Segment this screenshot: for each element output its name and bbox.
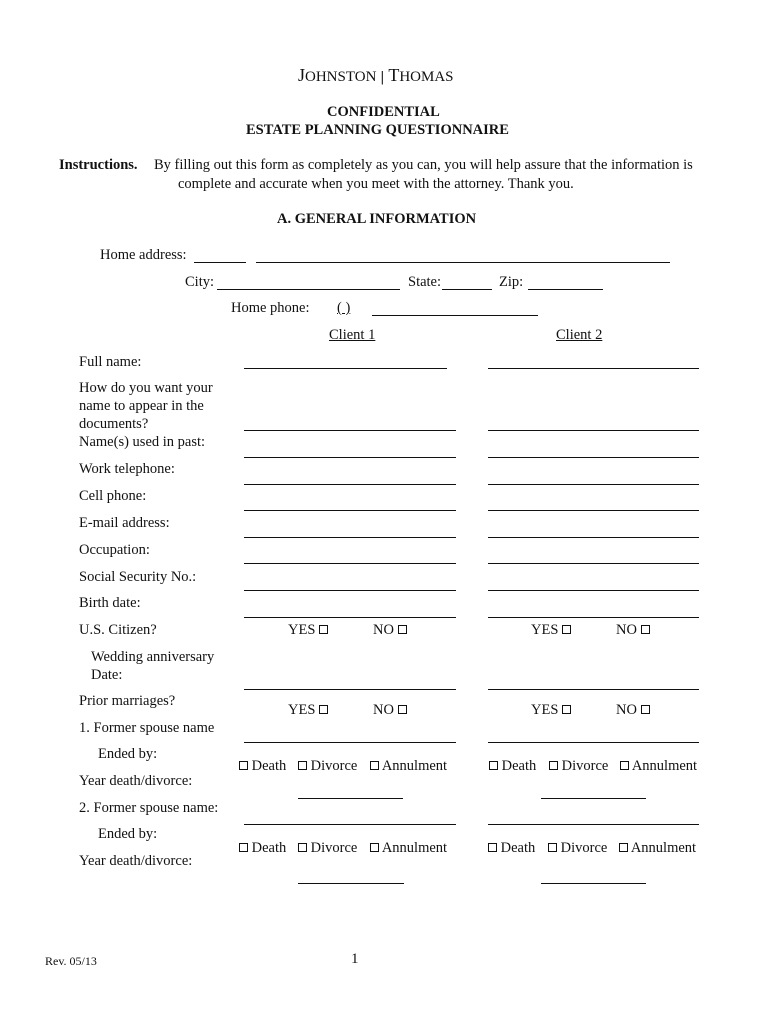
client1-wedding-field[interactable] — [244, 689, 456, 690]
no-label: NO — [616, 622, 637, 638]
client2-names-past-field[interactable] — [488, 457, 699, 458]
checkbox-icon[interactable] — [398, 625, 407, 634]
checkbox-icon[interactable] — [239, 761, 248, 770]
state-field[interactable] — [442, 289, 492, 290]
firm-separator: | — [380, 70, 385, 85]
work-phone-label: Work telephone: — [79, 461, 175, 477]
yes-label: YES — [288, 702, 316, 718]
full-name-label: Full name: — [79, 354, 142, 370]
client2-ended2-divorce[interactable] — [548, 840, 607, 857]
checkbox-icon[interactable] — [562, 705, 571, 714]
prior-marriages-label: Prior marriages? — [79, 693, 176, 709]
client1-citizen-yes[interactable] — [288, 622, 328, 639]
client2-ended1-divorce[interactable] — [549, 758, 608, 775]
name-appear-label-2: name to appear in the — [79, 398, 204, 414]
client2-wedding-field[interactable] — [488, 689, 699, 690]
client1-year-death-1-field[interactable] — [298, 798, 403, 799]
checkbox-icon[interactable] — [548, 843, 557, 852]
home-phone-field[interactable] — [372, 315, 538, 316]
home-address-field-short[interactable] — [194, 262, 246, 263]
yes-label: YES — [531, 702, 559, 718]
firm-left-initial: J — [298, 65, 306, 85]
state-label: State: — [408, 274, 442, 290]
checkbox-icon[interactable] — [620, 761, 629, 770]
client2-prior-no[interactable] — [616, 702, 650, 719]
death-label: Death — [251, 758, 287, 774]
client2-ended2-annulment[interactable] — [619, 840, 696, 857]
year-death-2-label: Year death/divorce: — [79, 853, 193, 869]
death-label: Death — [251, 840, 287, 856]
checkbox-icon[interactable] — [562, 625, 571, 634]
client1-header: Client 1 — [329, 327, 376, 343]
zip-field[interactable] — [528, 289, 603, 290]
client1-occupation-field[interactable] — [244, 563, 456, 564]
instructions-line2: complete and accurate when you meet with the attorney. Thank you. — [178, 176, 574, 192]
checkbox-icon[interactable] — [619, 843, 628, 852]
client1-ended1-annulment[interactable] — [370, 758, 447, 775]
client2-prior-yes[interactable] — [531, 702, 571, 719]
client1-name-appear-field[interactable] — [244, 430, 456, 431]
client2-ended1-death[interactable] — [489, 758, 536, 775]
client1-ended2-death[interactable] — [239, 840, 286, 857]
divorce-label: Divorce — [310, 758, 358, 774]
client1-birth-date-field[interactable] — [244, 617, 456, 618]
checkbox-icon[interactable] — [641, 705, 650, 714]
wedding-label-2: Date: — [91, 667, 123, 683]
client2-name-appear-field[interactable] — [488, 430, 699, 431]
occupation-label: Occupation: — [79, 542, 150, 558]
firm-right-rest: HOMAS — [399, 69, 454, 85]
divorce-label: Divorce — [561, 758, 609, 774]
client1-ssn-field[interactable] — [244, 590, 456, 591]
annulment-label: Annulment — [631, 758, 698, 774]
checkbox-icon[interactable] — [641, 625, 650, 634]
client2-citizen-no[interactable] — [616, 622, 650, 639]
client2-ssn-field[interactable] — [488, 590, 699, 591]
checkbox-icon[interactable] — [239, 843, 248, 852]
annulment-label: Annulment — [630, 840, 697, 856]
annulment-label: Annulment — [381, 840, 448, 856]
checkbox-icon[interactable] — [370, 843, 379, 852]
name-appear-label-1: How do you want your — [79, 380, 213, 396]
name-appear-label-3: documents? — [79, 416, 149, 432]
section-a-heading: A. GENERAL INFORMATION — [277, 211, 477, 227]
client1-names-past-field[interactable] — [244, 457, 456, 458]
checkbox-icon[interactable] — [489, 761, 498, 770]
firm-right-initial: T — [388, 65, 400, 85]
client1-citizen-no[interactable] — [373, 622, 407, 639]
zip-label: Zip: — [499, 274, 524, 290]
client2-year-death-1-field[interactable] — [541, 798, 646, 799]
checkbox-icon[interactable] — [319, 625, 328, 634]
client1-full-name-field[interactable] — [244, 368, 447, 369]
client1-email-field[interactable] — [244, 537, 456, 538]
death-label: Death — [501, 758, 537, 774]
email-label: E-mail address: — [79, 515, 170, 531]
no-label: NO — [616, 702, 637, 718]
client1-ended2-annulment[interactable] — [370, 840, 447, 857]
ssn-label: Social Security No.: — [79, 569, 197, 585]
client1-ended1-death[interactable] — [239, 758, 286, 775]
names-past-label: Name(s) used in past: — [79, 434, 206, 450]
client1-prior-yes[interactable] — [288, 702, 328, 719]
city-field[interactable] — [217, 289, 400, 290]
birth-date-label: Birth date: — [79, 595, 141, 611]
client1-cell-phone-field[interactable] — [244, 510, 456, 511]
client2-cell-phone-field[interactable] — [488, 510, 699, 511]
yes-label: YES — [531, 622, 559, 638]
year-death-1-label: Year death/divorce: — [79, 773, 193, 789]
home-address-label: Home address: — [100, 247, 187, 263]
firm-left-rest: OHNSTON — [305, 69, 377, 85]
ended-by-1-label: Ended by: — [98, 746, 158, 762]
client1-ended2-divorce[interactable] — [298, 840, 357, 857]
doc-title-line2: ESTATE PLANNING QUESTIONNAIRE — [246, 122, 509, 138]
checkbox-icon[interactable] — [549, 761, 558, 770]
checkbox-icon[interactable] — [319, 705, 328, 714]
client1-ended1-divorce[interactable] — [298, 758, 357, 775]
client2-work-phone-field[interactable] — [488, 484, 699, 485]
divorce-label: Divorce — [560, 840, 608, 856]
no-label: NO — [373, 702, 394, 718]
client2-year-death-2-field[interactable] — [541, 883, 646, 884]
death-label: Death — [500, 840, 536, 856]
client1-work-phone-field[interactable] — [244, 484, 456, 485]
home-address-field[interactable] — [256, 262, 670, 263]
home-phone-label: Home phone: — [231, 300, 310, 316]
doc-title-line1: CONFIDENTIAL — [327, 104, 440, 120]
instructions-line1: By filling out this form as completely as you can, you will help assure that the information is — [154, 157, 693, 173]
instructions-label: Instructions. — [59, 157, 138, 173]
client1-prior-no[interactable] — [373, 702, 407, 719]
checkbox-icon[interactable] — [298, 843, 307, 852]
annulment-label: Annulment — [381, 758, 448, 774]
client2-ended1-annulment[interactable] — [620, 758, 697, 775]
city-label: City: — [185, 274, 215, 290]
phone-area-code[interactable]: ( ) — [337, 300, 351, 316]
page-number: 1 — [351, 951, 359, 967]
checkbox-icon[interactable] — [370, 761, 379, 770]
client2-occupation-field[interactable] — [488, 563, 699, 564]
client1-former-spouse-1-field[interactable] — [244, 742, 456, 743]
client2-former-spouse-1-field[interactable] — [488, 742, 699, 743]
checkbox-icon[interactable] — [298, 761, 307, 770]
no-label: NO — [373, 622, 394, 638]
client2-former-spouse-2-field[interactable] — [488, 824, 699, 825]
former-spouse-2-label: 2. Former spouse name: — [79, 800, 219, 816]
client2-email-field[interactable] — [488, 537, 699, 538]
wedding-label-1: Wedding anniversary — [91, 649, 215, 665]
client2-birth-date-field[interactable] — [488, 617, 699, 618]
client2-header: Client 2 — [556, 327, 603, 343]
former-spouse-1-label: 1. Former spouse name — [79, 720, 215, 736]
us-citizen-label: U.S. Citizen? — [79, 622, 157, 638]
client1-former-spouse-2-field[interactable] — [244, 824, 456, 825]
client2-full-name-field[interactable] — [488, 368, 699, 369]
ended-by-2-label: Ended by: — [98, 826, 158, 842]
checkbox-icon[interactable] — [398, 705, 407, 714]
divorce-label: Divorce — [310, 840, 358, 856]
yes-label: YES — [288, 622, 316, 638]
cell-phone-label: Cell phone: — [79, 488, 147, 504]
checkbox-icon[interactable] — [488, 843, 497, 852]
client1-year-death-2-field[interactable] — [298, 883, 404, 884]
firm-name — [298, 65, 454, 86]
client2-citizen-yes[interactable] — [531, 622, 571, 639]
revision-label: Rev. 05/13 — [45, 954, 97, 968]
client2-ended2-death[interactable] — [488, 840, 535, 857]
